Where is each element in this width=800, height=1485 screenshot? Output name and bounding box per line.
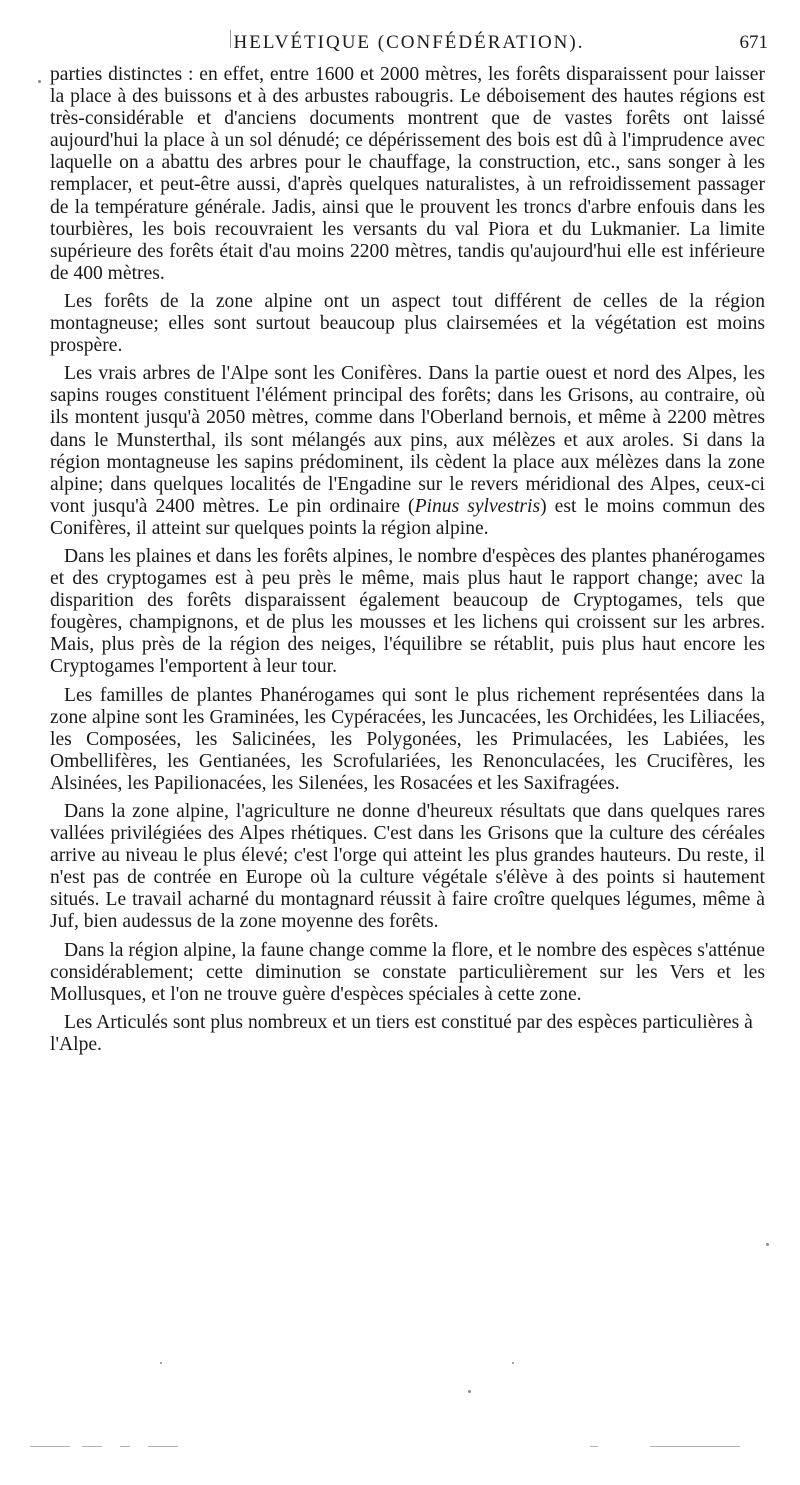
print-speck: [766, 1243, 769, 1246]
body-text: [50, 64, 765, 1062]
running-head: HELVÉTIQUE (CONFÉDÉRATION).: [233, 32, 585, 53]
paragraph-cryptogams: Dans les plaines et dans les forêts alpines, le nombre d'espèces des plantes phanérogames et des cryptogames est à peu près le même, mais plus haut le rapport change; avec la disparition des forêts disparaissent également beaucoup de Cryptogames, tels que fougères, champignons, et de plus les mousses et les lichens qui croissent sur les arbres. Mais, plus près de la région des neiges, l'équilibre se rétablit, puis plus haut encore les Cryptogames l'emportent à leur tour.: [50, 545, 765, 678]
bleed-through-mark: [120, 1446, 130, 1447]
paragraph-articulates: Les Articulés sont plus nombreux et un tiers est constitué par des espèces particulières à l'Alpe.: [50, 1011, 753, 1055]
conifers-text: Les vrais arbres de l'Alpe sont les Conifères. Dans la partie ouest et nord des Alpes, les sapins rouges constituent l'élément principal des forêts; dans les Grisons, au contraire, où ils montent jusqu'à 2050 mètres, comme dans l'Oberland bernois, et même à 2200 mètres dans le Munsterthal, ils sont mélangés aux pins, aux mélèzes et aux aroles. Si dans la région montagneuse les sapins prédominent, ils cèdent la place aux mélèzes dans la zone alpine; dans quelques localités de l'Engadine sur le revers méridional des Alpes, ceux-ci vont jusqu'à 2400 mètres. Le pin ordinaire (: [50, 363, 765, 517]
page-number: 671: [739, 32, 768, 53]
print-speck: [468, 1390, 471, 1393]
latin-name-pinus: Pinus sylvestris: [414, 495, 541, 517]
page-header: [50, 30, 768, 60]
paragraph-alpine-forests: Les forêts de la zone alpine ont un aspect tout différent de celles de la région montagneuse; elles sont surtout beaucoup plus clairsemées et la végétation est moins prospère.: [50, 290, 765, 357]
bleed-through-mark: [30, 1446, 70, 1447]
bleed-through-mark: [82, 1446, 102, 1447]
print-speck: [160, 1362, 162, 1364]
bleed-through-mark: [590, 1446, 598, 1447]
paragraph-agriculture: Dans la zone alpine, l'agriculture ne donne d'heureux résultats que dans quelques rares vallées privilégiées des Alpes rhétiques. C'est dans les Grisons que la culture des céréales arrive au niveau le plus élevé; c'est l'orge qui atteint les plus grandes hauteurs. Du reste, il n'est pas de contrée en Europe où la culture végétale s'élève à des points si hautement situés. Le travail acharné du montagnard réussit à faire croître quelques légumes, même à Juf, bien audessus de la zone moyenne des forêts.: [50, 801, 765, 933]
conifers-tail: ) est le moins commun des Conifères, il atteint sur quelques points la région alpine.: [50, 495, 766, 539]
paragraph-fauna: Dans la région alpine, la faune change comme la flore, et le nombre des espèces s'atténue considérablement; cette diminution se constate particulièrement sur les Vers et les Mollusques, et l'on ne trouve guère d'espèces spéciales à cette zone.: [50, 939, 765, 1005]
bleed-through-mark: [650, 1446, 740, 1447]
paragraph-deforestation: parties distinctes : en effet, entre 1600 et 2000 mètres, les forêts disparaissent pour laisser la place à des buissons et à des arbustes rabougris. Le déboisement des hautes régions est très-considérable et d'anciens documents montrent que de vastes forêts ont laissé aujourd'hui la place à un sol dénudé; ce dépérissement des bois est dû à l'imprudence avec laquelle on a abattu des arbres pour le chauffage, la construction, etc., sans songer à les remplacer, et peut-être aussi, d'après quelques naturalistes, à un refroidissement passager de la température générale. Jadis, ainsi que le prouvent les troncs d'arbre enfouis dans les tourbières, les bois recouvraient les versants du val Piora et du Lukmanier. La limite supérieure des forêts était d'au moins 2200 mètres, tandis qu'aujourd'hui elle est inférieure de 400 mètres.: [50, 64, 765, 284]
bleed-through-mark: [148, 1446, 178, 1447]
bleed-through-strip: [30, 1446, 750, 1448]
print-speck: [38, 80, 41, 83]
paragraph-phanerogam-families: Les familles de plantes Phanérogames qui sont le plus richement représentées dans la zone alpine sont les Graminées, les Cypéracées, les Juncacées, les Orchidées, les Liliacées, les Composées, les Salicinées, les Polygonées, les Primulacées, les Labiées, les Ombellifères, les Gentianées, les Scrofulariées, les Renonculacées, les Crucifères, les Alsinées, les Papilionacées, les Silenées, les Rosacées et les Saxifragées.: [50, 684, 765, 794]
print-speck: [512, 1362, 514, 1364]
paragraph-conifers: [50, 363, 765, 540]
